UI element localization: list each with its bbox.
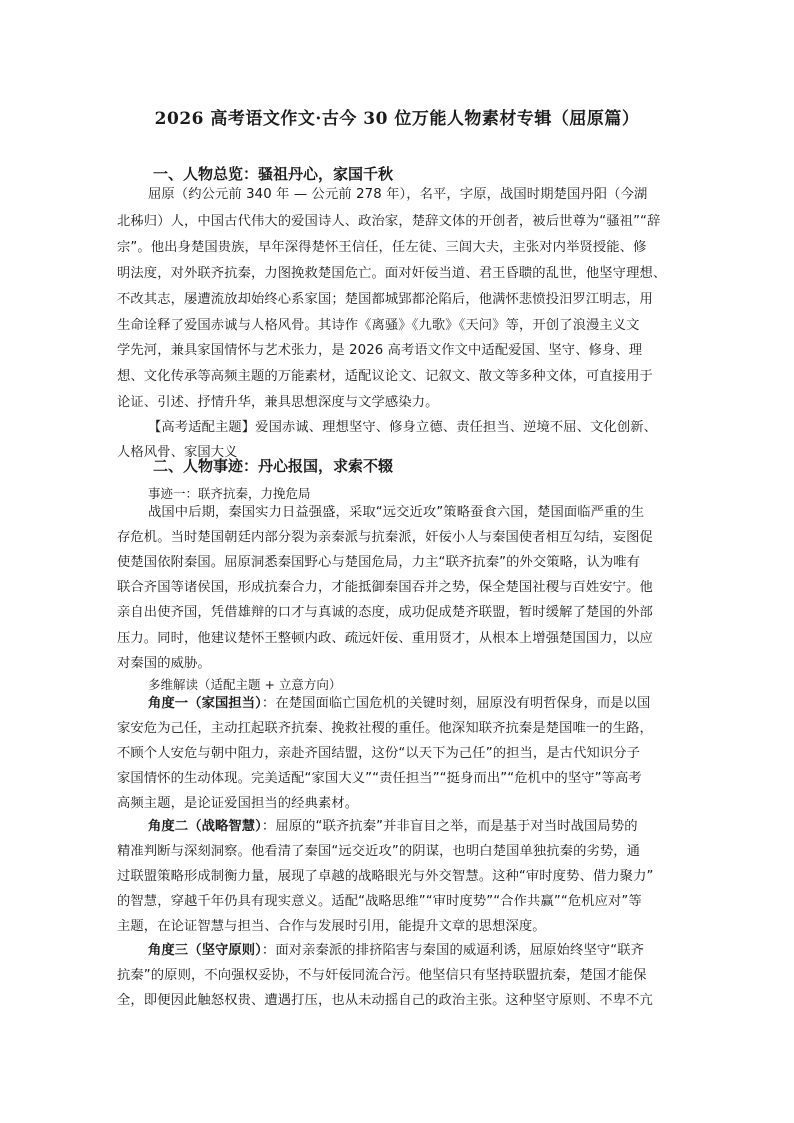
paragraph-line: 过联盟策略形成制衡力量，展现了卓越的战略眼光与外交智慧。这种“审时度势、借力聚力”	[117, 869, 654, 884]
paragraph-line: 存危机。当时楚国朝廷内部分裂为亲秦派与抗秦派，奸佞小人与秦国使者相互勾结，妄图促	[117, 530, 653, 545]
paragraph-line: 亲自出使齐国，凭借雄辩的口才与真诚的态度，成功促成楚齐联盟，暂时缓解了楚国的外部	[117, 605, 653, 620]
paragraph-line: 北秭归）人，中国古代伟大的爱国诗人、政治家，楚辞文体的开创者，被后世尊为“骚祖”“辞	[117, 214, 661, 229]
paragraph-line: 使楚国依附秦国。屈原洞悉秦国野心与楚国危局，力主“联齐抗秦”的外交策略，认为唯有	[117, 555, 641, 570]
paragraph-line: 屈原（约公元前 340 年 — 公元前 278 年），名平，字原，战国时期楚国丹阳（今湖	[148, 187, 648, 202]
angle1-label: 角度一（家国担当）	[148, 696, 262, 711]
paragraph-line: 抗秦”的原则，不向强权妥协，不与奸佞同流合污。他坚信只有坚持联盟抗秦，楚国才能保	[117, 968, 647, 983]
themes-line: 【高考适配主题】爱国赤诚、理想坚守、修身立德、责任担当、逆境不屈、文化创新、	[148, 420, 658, 435]
angle2-label: 角度二（战略智慧）	[148, 819, 262, 834]
paragraph-line: 宗”。他出身楚国贵族，早年深得楚怀王信任，任左徒、三闾大夫，主张对内举贤授能、修	[117, 240, 647, 255]
paragraph-line: 生命诠释了爱国赤诚与人格风骨。其诗作《离骚》《九歌》《天问》等，开创了浪漫主义文	[117, 318, 640, 333]
paragraph-line: 联合齐国等诸侯国，形成抗秦合力，才能抵御秦国吞并之势，保全楚国社稷与百姓安宁。他	[117, 580, 653, 595]
paragraph-line: 家安危为己任，主动扛起联齐抗秦、挽救社稷的重任。他深知联齐抗秦是楚国唯一的生路，	[117, 721, 653, 736]
paragraph-line: 的智慧，穿越千年仍具有现实意义。适配“战略思维”“审时度势”“合作共赢”“危机应对”等	[117, 894, 642, 909]
angle2-line: 角度二（战略智慧）：屈原的“联齐抗秦”并非盲目之举，而是基于对当时战国局势的	[148, 819, 638, 834]
paragraph-line: 不改其志，屡遭流放却始终心系家国；楚国都城郢都沦陷后，他满怀悲愤投汨罗江明志，用	[117, 292, 653, 307]
paragraph-line: 不顾个人安危与朝中阻力，亲赴齐国结盟，这份“以天下为己任”的担当，是古代知识分子	[117, 746, 641, 761]
paragraph-line: 全，即便因此触怒权贵、遭遇打压，也从未动摇自己的政治主张。这种坚守原则、不卑不亢	[117, 993, 653, 1008]
paragraph-line: 想、文化传承等高频主题的万能素材，适配议论文、记叙文、散文等多种文体，可直接用于	[117, 369, 653, 384]
paragraph-line: 家国情怀的生动体现。完美适配“家国大义”“责任担当”“挺身而出”“危机中的坚守”等高考	[117, 771, 642, 786]
paragraph-line: 对秦国的威胁。	[117, 656, 211, 671]
document-title: 2026 高考语文作文·古今 30 位万能人物素材专辑（屈原篇）	[154, 109, 640, 129]
paragraph-line: 压力。同时，他建议楚怀王整顿内政、疏远奸佞、重用贤才，从根本上增强楚国国力，以应	[117, 631, 653, 646]
event-title: 事迹一：联齐抗秦，力挽危局	[148, 486, 311, 501]
paragraph-line: 主题，在论证智慧与担当、合作与发展时引用，能提升文章的思想深度。	[117, 919, 546, 934]
section2-heading: 二、人物事迹：丹心报国，求索不辍	[153, 457, 394, 475]
paragraph-line: 论证、引述、抒情升华，兼具思想深度与文学感染力。	[117, 395, 439, 410]
paragraph-line: 战国中后期，秦国实力日益强盛，采取“远交近攻”策略蚕食六国，楚国面临严重的生	[148, 505, 645, 520]
analysis-title: 多维解读（适配主题 + 立意方向）	[148, 677, 342, 692]
angle3-line: 角度三（坚守原则）：面对亲秦派的排挤陷害与秦国的威逼利诱，屈原始终坚守“联齐	[148, 943, 645, 958]
angle3-label: 角度三（坚守原则）	[148, 943, 262, 958]
angle1-line: 角度一（家国担当）：在楚国面临亡国危机的关键时刻，屈原没有明哲保身，而是以国	[148, 696, 651, 711]
themes-line: 人格风骨、家国大义	[117, 445, 238, 460]
paragraph-line: 高频主题，是论证爱国担当的经典素材。	[117, 796, 359, 811]
paragraph-line: 精准判断与深刻洞察。他看清了秦国“远交近攻”的阴谋，也明白楚国单独抗秦的劣势，通	[117, 844, 641, 859]
paragraph-line: 学先河，兼具家国情怀与艺术张力，是 2026 高考语文作文中适配爱国、坚守、修身、理	[117, 343, 643, 358]
paragraph-line: 明法度，对外联齐抗秦，力图挽救楚国危亡。面对奸佞当道、君王昏聩的乱世，他坚守理想、	[117, 266, 667, 281]
section1-heading: 一、人物总览：骚祖丹心，家国千秋	[153, 165, 394, 183]
